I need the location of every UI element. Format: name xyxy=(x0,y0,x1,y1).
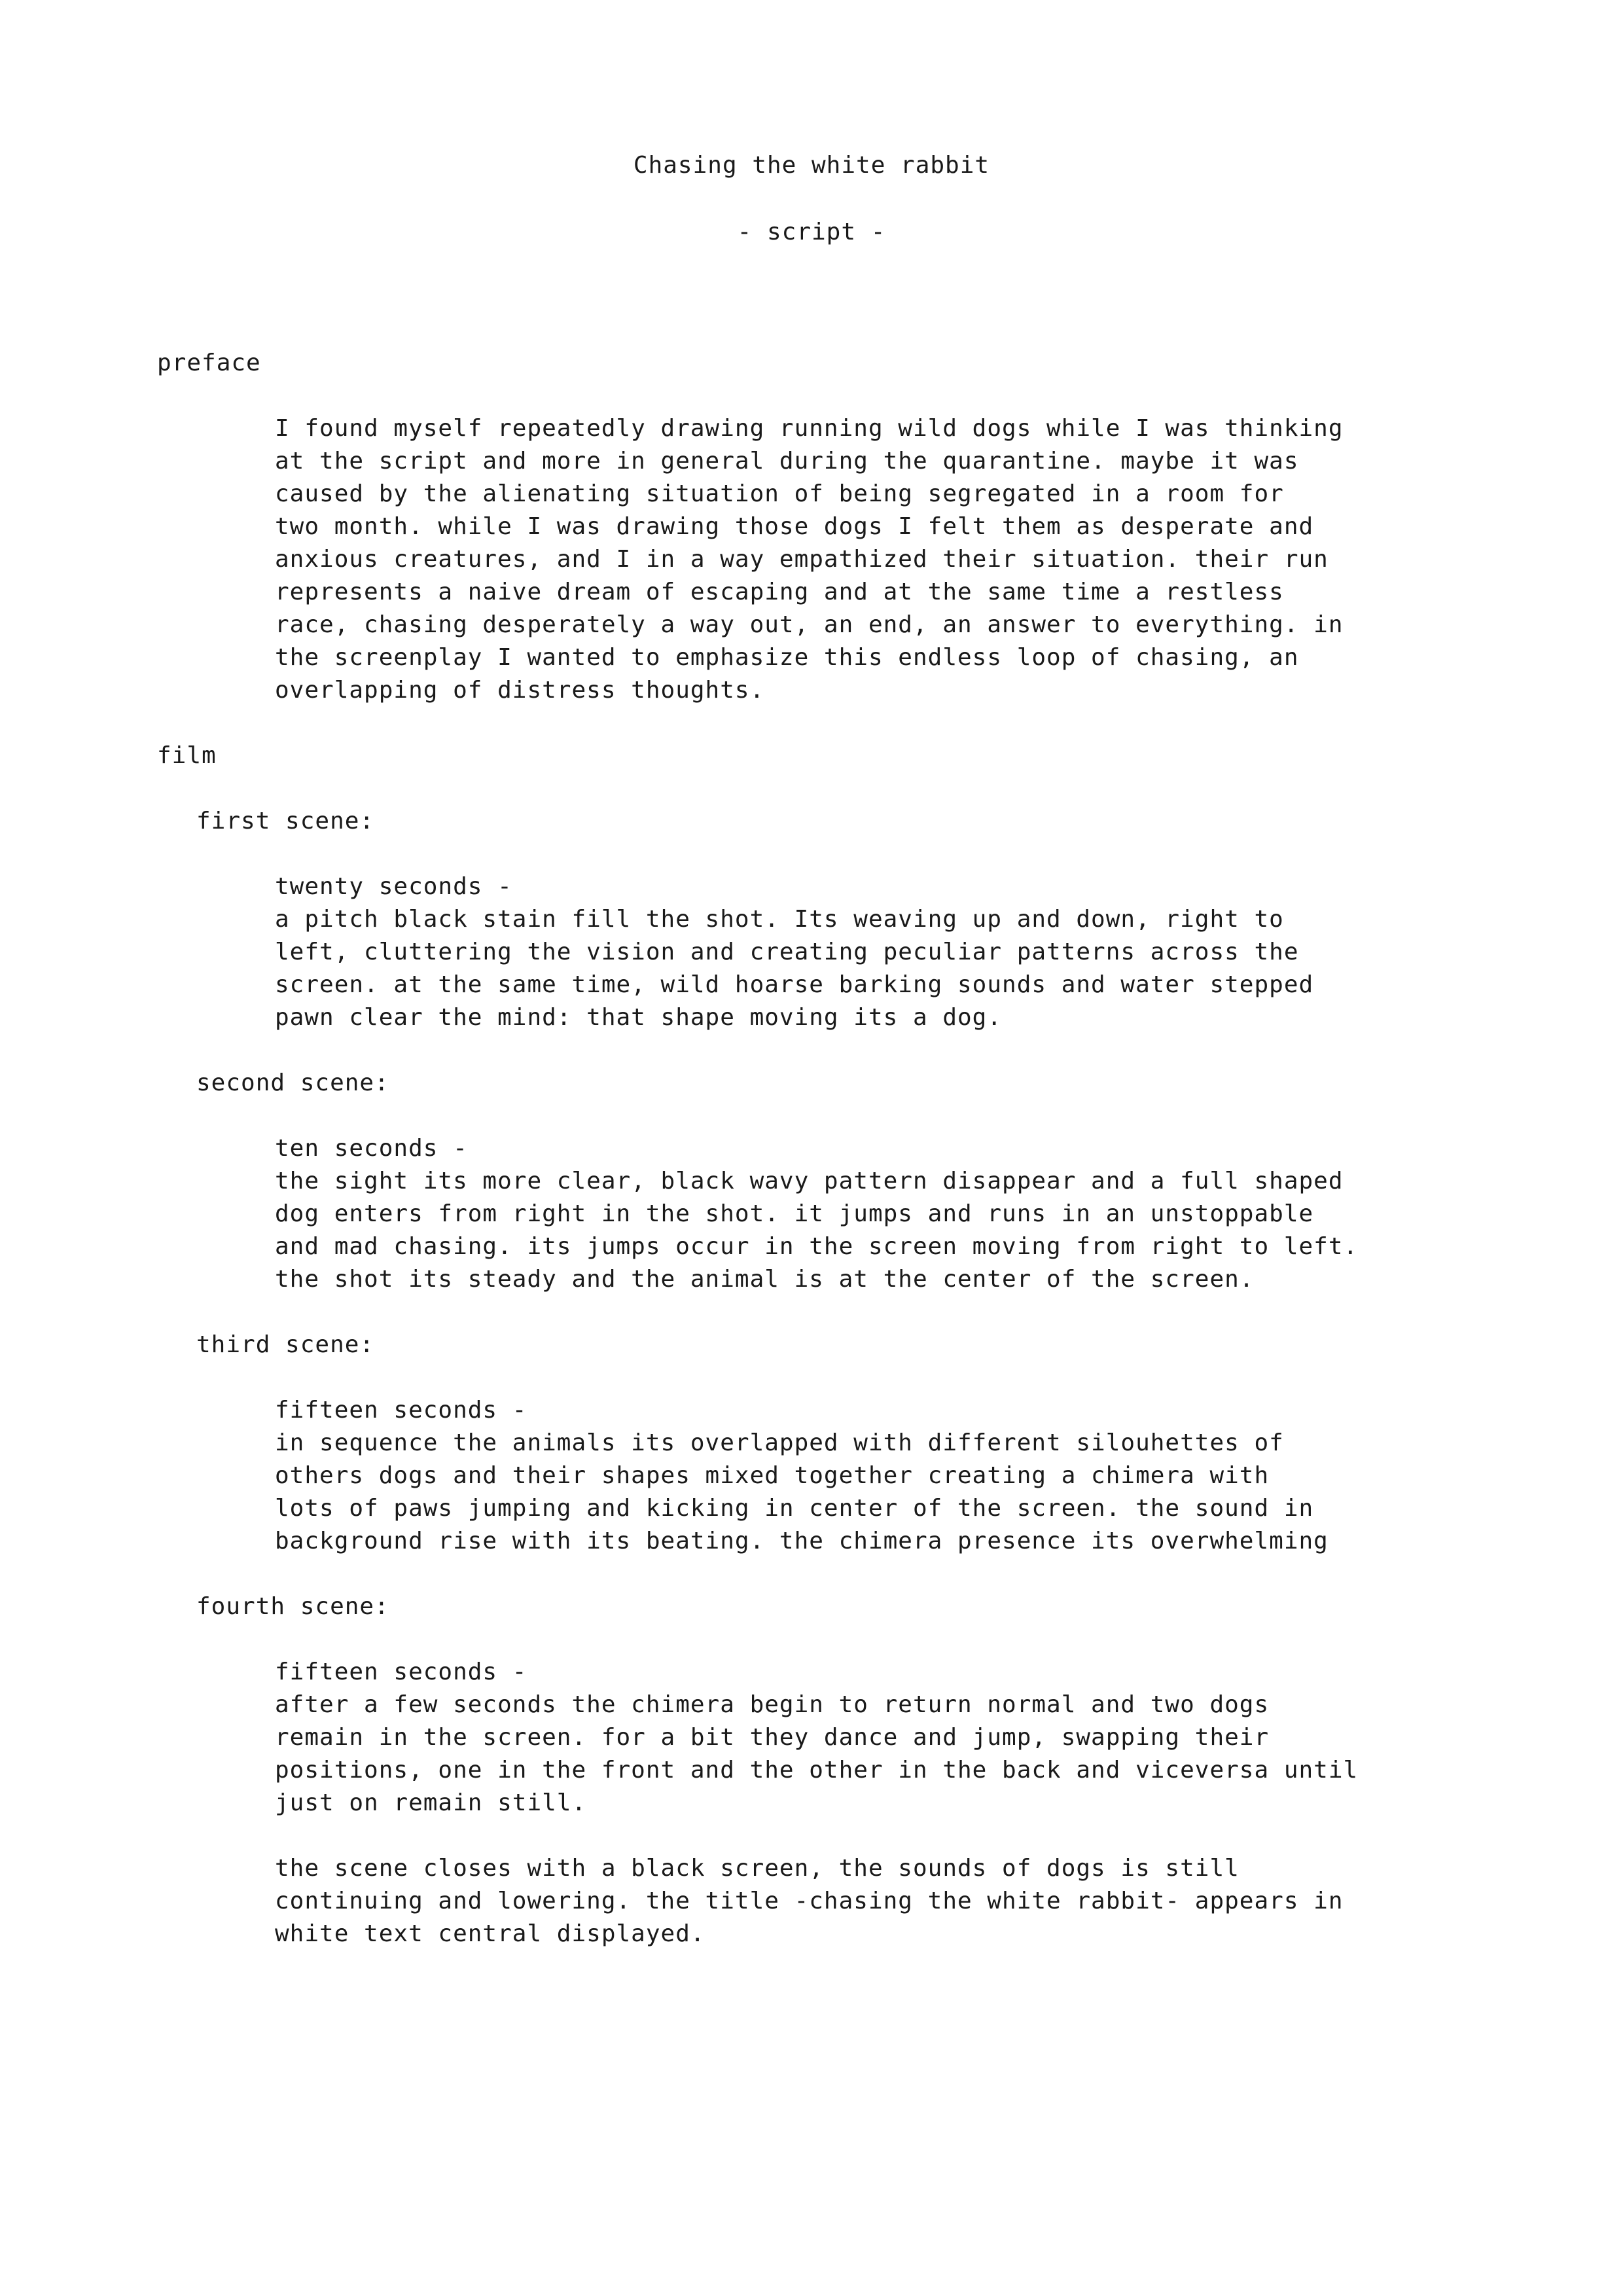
preface-line: at the script and more in general during the quarantine. maybe it was xyxy=(275,448,1299,475)
scene-body-third xyxy=(275,1394,1551,1558)
film-heading: film xyxy=(157,742,217,769)
scene-line: others dogs and their shapes mixed together creating a chimera with xyxy=(275,1462,1270,1489)
preface-heading: preface xyxy=(157,350,261,376)
preface-line: the screenplay I wanted to emphasize this endless loop of chasing, an xyxy=(275,644,1299,671)
scene-heading-third: third scene: xyxy=(196,1331,375,1358)
scene-body-second xyxy=(275,1132,1551,1296)
scene-line: remain in the screen. for a bit they dance and jump, swapping their xyxy=(275,1724,1270,1751)
preface-line: I found myself repeatedly drawing running wild dogs while I was thinking xyxy=(275,415,1344,442)
scene-line: dog enters from right in the shot. it jumps and runs in an unstoppable xyxy=(275,1200,1314,1227)
scene-duration: fifteen seconds - xyxy=(275,1397,527,1424)
preface-line: caused by the alienating situation of being segregated in a room for xyxy=(275,480,1284,507)
scene-line: lots of paws jumping and kicking in center of the screen. the sound in xyxy=(275,1495,1314,1522)
preface-line: represents a naive dream of escaping and at the same time a restless xyxy=(275,579,1284,605)
scene-line: the shot its steady and the animal is at the center of the screen. xyxy=(275,1266,1255,1293)
scene-line: pawn clear the mind: that shape moving its a dog. xyxy=(275,1004,1003,1031)
scene-body-fourth xyxy=(275,1656,1551,1820)
scene-duration: ten seconds - xyxy=(275,1135,468,1162)
scene-heading-second: second scene: xyxy=(196,1069,389,1096)
scene-line: continuing and lowering. the title -chasing the white rabbit- appears in xyxy=(275,1888,1344,1914)
preface-line: overlapping of distress thoughts. xyxy=(275,677,765,704)
preface-line: race, chasing desperately a way out, an end, an answer to everything. in xyxy=(275,611,1344,638)
scene-heading-fourth: fourth scene: xyxy=(196,1593,389,1620)
scene-duration: twenty seconds - xyxy=(275,873,512,900)
scene-line: background rise with its beating. the chimera presence its overwhelming xyxy=(275,1528,1329,1554)
document-title: Chasing the white rabbit xyxy=(633,152,990,179)
scene-line: the scene closes with a black screen, the sounds of dogs is still xyxy=(275,1855,1240,1882)
preface-paragraph xyxy=(275,412,1551,707)
document-subtitle: - script - xyxy=(737,219,886,245)
scene-line: the sight its more clear, black wavy pattern disappear and a full shaped xyxy=(275,1168,1344,1194)
scene-line: left, cluttering the vision and creating peculiar patterns across the xyxy=(275,939,1299,965)
scene-line: just on remain still. xyxy=(275,1789,587,1816)
scene-closing-paragraph xyxy=(275,1852,1551,1950)
scene-line: after a few seconds the chimera begin to return normal and two dogs xyxy=(275,1691,1270,1718)
scene-heading-first: first scene: xyxy=(196,808,375,834)
scene-line: screen. at the same time, wild hoarse barking sounds and water stepped xyxy=(275,971,1314,998)
scene-duration: fifteen seconds - xyxy=(275,1659,527,1685)
scene-line: a pitch black stain fill the shot. Its weaving up and down, right to xyxy=(275,906,1284,933)
scene-line: in sequence the animals its overlapped with different silouhettes of xyxy=(275,1429,1284,1456)
scene-body-first xyxy=(275,870,1551,1034)
preface-line: two month. while I was drawing those dogs I felt them as desperate and xyxy=(275,513,1314,540)
preface-line: anxious creatures, and I in a way empathized their situation. their run xyxy=(275,546,1329,573)
scene-line: white text central displayed. xyxy=(275,1920,705,1947)
scene-line: positions, one in the front and the other in the back and viceversa until xyxy=(275,1757,1359,1784)
scene-line: and mad chasing. its jumps occur in the screen moving from right to left. xyxy=(275,1233,1359,1260)
